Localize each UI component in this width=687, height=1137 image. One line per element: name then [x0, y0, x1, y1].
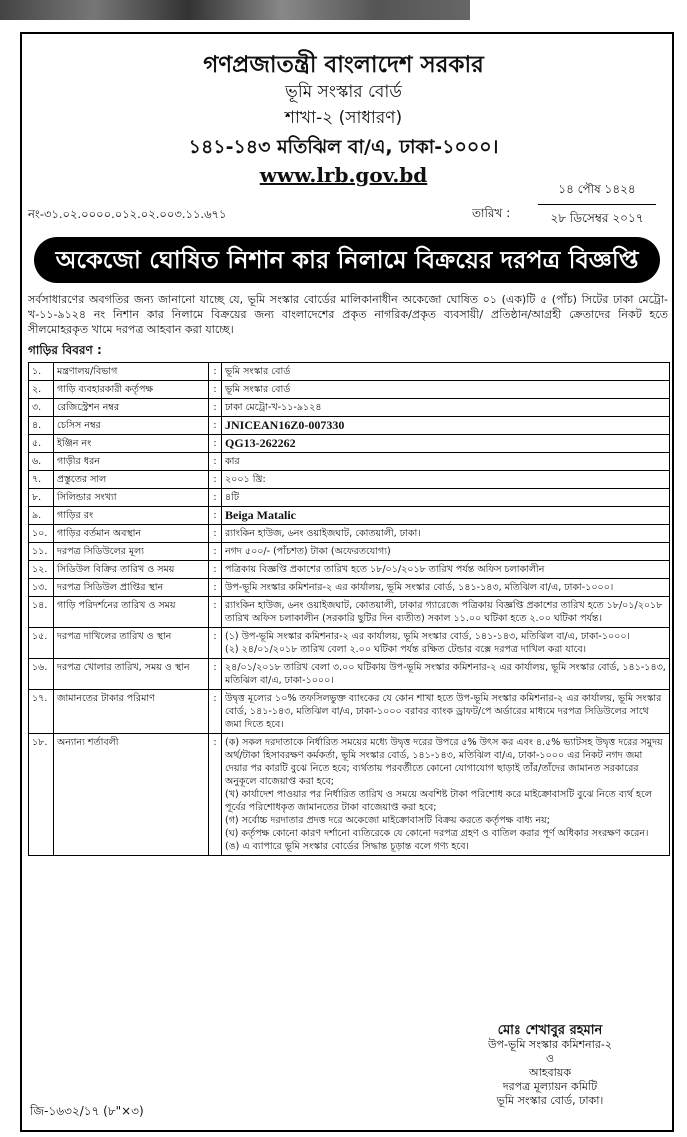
row-colon: : — [209, 597, 222, 628]
row-value: উপ-ভূমি সংস্কার কমিশনার-২ এর কার্যালয়, ভূমি সংস্কার বোর্ড, ১৪১-১৪৩, মতিঝিল বা/এ, ঢাকা-১০০০। — [222, 579, 670, 597]
row-label: গাড়ি পরিদর্শনের তারিখ ও সময় — [54, 597, 209, 628]
vehicle-details-table — [28, 362, 670, 856]
row-label: গাড়ীর ধরন — [54, 453, 209, 471]
table-row — [29, 489, 670, 507]
notice-title-banner: অকেজো ঘোষিত নিশান কার নিলামে বিক্রয়ের দরপত্র বিজ্ঞপ্তি — [34, 237, 660, 283]
row-label: চেসিস নম্বর — [54, 417, 209, 435]
row-number: ৪. — [29, 417, 54, 435]
signatory-and: ও — [545, 1052, 555, 1065]
row-colon: : — [209, 507, 222, 525]
row-colon: : — [209, 659, 222, 690]
table-row — [29, 690, 670, 734]
row-label: গাড়ির রং — [54, 507, 209, 525]
row-number: ২. — [29, 381, 54, 399]
row-number: ১৬. — [29, 659, 54, 690]
row-number: ১৪. — [29, 597, 54, 628]
row-colon: : — [209, 734, 222, 856]
row-value: র‍্যাংকিন হাউজ, ৬নং ওয়াইজঘাট, কোতয়ালী, ঢাকার গ্যারেজে পত্রিকায় বিজ্ঞপ্তি প্রকাশের তারিখ হতে ১৮/০১/২০১৮ তারিখ অফিস চলাকালীন (সরকারি ছুটির দিন ব্যতীত) সকাল ১১.০০ ঘটিকা হতে ২.০০ ঘটিকা পর্যন্ত। — [222, 597, 670, 628]
table-row — [29, 417, 670, 435]
row-label: মন্ত্রণালয়/বিভাগ — [54, 363, 209, 381]
row-label: সিডিউল বিক্রির তারিখ ও সময় — [54, 561, 209, 579]
table-row — [29, 507, 670, 525]
condition-line: (ঘ) কর্তৃপক্ষ কোনো কারণ দর্শানো ব্যতিরেকে যে কোনো দরপত্র গ্রহণ ও বাতিল করার পূর্ণ অধিকার সংরক্ষণ করেন। — [225, 828, 649, 839]
table-row — [29, 453, 670, 471]
row-label: সিলিন্ডার সংখ্যা — [54, 489, 209, 507]
row-value: JNICEAN16Z0-007330 — [222, 417, 670, 435]
ad-reference: জি-১৬৩২/১৭ (৮"×৩) — [30, 1104, 144, 1118]
table-row — [29, 597, 670, 628]
row-label: প্রস্তুতের সাল — [54, 471, 209, 489]
row-number: ৫. — [29, 435, 54, 453]
row-value: ৪টি — [222, 489, 670, 507]
row-number: ১১. — [29, 543, 54, 561]
condition-line: (খ) কার্যাদেশ পাওয়ার পর নির্ধারিত তারিখ ও সময়ে অবশিষ্ট টাকা পরিশোধ করে মাইক্রোবাসটি বুঝে নিতে ব্যর্থ হলে পূর্বের পরিশোধকৃত জামানতের টাকা বাজেয়াপ্ত করা হবে; — [225, 789, 652, 813]
row-value — [222, 628, 670, 659]
vehicle-details-heading: গাড়ির বিবরণ : — [28, 343, 102, 357]
row-number: ৭. — [29, 471, 54, 489]
row-colon: : — [209, 363, 222, 381]
row-colon: : — [209, 417, 222, 435]
date-english: ২৮ ডিসেম্বর ২০১৭ — [550, 211, 644, 225]
condition-line: (গ) সর্বোচ্চ দরদাতার প্রদত্ত দরে অকেজো মাইক্রোবাসটি বিক্রয় করতে কর্তৃপক্ষ বাধ্য নয়; — [225, 815, 550, 826]
table-row — [29, 628, 670, 659]
row-number: ১৭. — [29, 690, 54, 734]
row-number: ১২. — [29, 561, 54, 579]
row-value: ২৪/০১/২০১৮ তারিখ বেলা ৩.০০ ঘটিকায় উপ-ভূমি সংস্কার কমিশনার-২ এর কার্যালয়, ভূমি সংস্কার বোর্ড, ১৪১-১৪৩, মতিঝিল বা/এ, ঢাকা-১০০০। — [222, 659, 670, 690]
row-label: অন্যান্য শর্তাবলী — [54, 734, 209, 856]
row-colon: : — [209, 453, 222, 471]
row-colon: : — [209, 399, 222, 417]
row-number: ৮. — [29, 489, 54, 507]
date-bangla: ১৪ পৌষ ১৪২৪ — [538, 181, 656, 205]
table-row — [29, 659, 670, 690]
row-value: ভূমি সংস্কার বোর্ড — [222, 363, 670, 381]
row-value: ঢাকা মেট্রো-খ-১১-৯১২৪ — [222, 399, 670, 417]
table-row — [29, 399, 670, 417]
row-number: ৬. — [29, 453, 54, 471]
row-label: রেজিস্ট্রেশন নম্বর — [54, 399, 209, 417]
row-label: দরপত্র সিডিউলের মূল্য — [54, 543, 209, 561]
row-colon: : — [209, 435, 222, 453]
intro-paragraph: সর্বসাধারণের অবগতির জন্য জানানো যাচ্ছে যে, ভূমি সংস্কার বোর্ডের মালিকানাধীন অকেজো ঘোষিত ০১ (এক)টি ৫ (পাঁচ) সিটের ঢাকা মেট্রো-খ-১১-৯১২৪ নং নিশান কার নিলামে বিক্রয়ের জন্য বাংলাদেশের প্রকৃত নাগরিক/প্রকৃত ব্যবসায়ী/ প্রতিষ্ঠান/আগ্রহী ক্রেতাদের নিকট হতে সীলমোহরকৃত খামে দরপত্র আহবান করা যাচ্ছে। — [28, 293, 668, 336]
row-label: দরপত্র সিডিউল প্রাপ্তির স্থান — [54, 579, 209, 597]
signatory-designation: উপ-ভূমি সংস্কার কমিশনার-২ — [487, 1038, 612, 1051]
row-number: ৩. — [29, 399, 54, 417]
signatory-office: ভূমি সংস্কার বোর্ড, ঢাকা। — [496, 1094, 604, 1107]
row-value: ভূমি সংস্কার বোর্ড — [222, 381, 670, 399]
memo-number: নং-৩১.০২.০০০০.০১২.০২.০০৩.১১.৬৭১ — [28, 207, 227, 221]
row-value — [222, 734, 670, 856]
row-colon: : — [209, 579, 222, 597]
row-number: ১৮. — [29, 734, 54, 856]
row-number: ১. — [29, 363, 54, 381]
row-value: Beiga Matalic — [222, 507, 670, 525]
row-value: নগদ ৫০০/- (পাঁচশত) টাকা (অফেরতযোগ্য) — [222, 543, 670, 561]
top-photo-strip — [0, 0, 470, 20]
row-value: র‍্যাংকিন হাউজ, ৬নং ওয়াইজঘাট, কোতয়ালী, ঢাকা। — [222, 525, 670, 543]
row-label: দরপত্র দাখিলের তারিখ ও স্থান — [54, 628, 209, 659]
row-number: ১৩. — [29, 579, 54, 597]
date-label: তারিখ : — [472, 206, 511, 220]
table-row — [29, 363, 670, 381]
row-number: ৯. — [29, 507, 54, 525]
row-label: জামানতের টাকার পরিমাণ — [54, 690, 209, 734]
row-value: ২০০১ খ্রি: — [222, 471, 670, 489]
condition-line: (ক) সকল দরদাতাকে নির্ধারিত সময়ের মধ্যে উদ্বৃত্ত দরের উপরে ৫% উৎস কর এবং ৪.৫% ভ্যাটসহ উদ্বৃত্ত দরের সমুদয় অর্থ/টাকা হিসাবরক্ষণ কর্মকর্তা, ভূমি সংস্কার বোর্ড, ১৪১-১৪৩, মতিঝিল বা/এ, ঢাকা-১০০০ এর নিকট নগদ জমা দেয়ার পর কারটি বুঝে নিতে হবে; ব্যর্থতায় পরবর্তীতে কোনো যোগাযোগ ছাড়াই তাঁর/তাঁদের জামানত সরকারের অনুকূলে বাজেয়াপ্ত করা হবে; — [225, 737, 663, 787]
condition-line: (২) ২৪/০১/২০১৮ তারিখ বেলা ২.০০ ঘটিকা পর্যন্ত রক্ষিত টেন্ডার বক্সে দরপত্র দাখিল করা যাবে। — [225, 644, 587, 655]
signatory-role: আহবায়ক — [528, 1066, 572, 1079]
row-colon: : — [209, 525, 222, 543]
row-label: দরপত্র খোলার তারিখ, সময় ও স্থান — [54, 659, 209, 690]
row-colon: : — [209, 690, 222, 734]
row-colon: : — [209, 471, 222, 489]
government-title: গণপ্রজাতন্ত্রী বাংলাদেশ সরকার — [203, 52, 484, 78]
table-row — [29, 579, 670, 597]
row-value: কার — [222, 453, 670, 471]
row-colon: : — [209, 489, 222, 507]
row-value: উদ্বৃত্ত মূল্যের ১০% তফসিলভুক্ত ব্যাংকের যে কোন শাখা হতে উপ-ভূমি সংস্কার কমিশনার-২ এর কার্যালয়, ভূমি সংস্কার বোর্ড, ১৪১-১৪৩, মতিঝিল বা/এ, ঢাকা-১০০০ বরাবর ব্যাংক ড্রাফট/পে অর্ডারের মাধ্যমে দরপত্র সিডিউলের সাথে জমা দিতে হবে। — [222, 690, 670, 734]
row-number: ১৫. — [29, 628, 54, 659]
table-row — [29, 381, 670, 399]
condition-line: (১) উপ-ভূমি সংস্কার কমিশনার-২ এর কার্যালয়, ভূমি সংস্কার বোর্ড, ১৪১-১৪৩, মতিঝিল বা/এ, ঢাকা-১০০০। — [225, 631, 630, 642]
signatory-name: মোঃ শেখাবুর রহমান — [497, 1023, 603, 1038]
row-value: QG13-262262 — [222, 435, 670, 453]
table-row — [29, 525, 670, 543]
row-label: গাড়ি ব্যবহারকারী কর্তৃপক্ষ — [54, 381, 209, 399]
row-colon: : — [209, 543, 222, 561]
row-colon: : — [209, 561, 222, 579]
table-row — [29, 734, 670, 856]
date-box — [538, 181, 656, 230]
office-address: ১৪১-১৪৩ মতিঝিল বা/এ, ঢাকা-১০০০। — [188, 136, 499, 158]
signatory-committee: দরপত্র মূল্যায়ন কমিটি — [502, 1080, 598, 1093]
row-label: ইঞ্জিন নং — [54, 435, 209, 453]
row-colon: : — [209, 381, 222, 399]
table-row — [29, 435, 670, 453]
table-row — [29, 471, 670, 489]
row-colon: : — [209, 628, 222, 659]
table-row — [29, 561, 670, 579]
row-value: পত্রিকায় বিজ্ঞপ্তি প্রকাশের তারিখ হতে ১৮/০১/২০১৮ তারিখ পর্যন্ত অফিস চলাকালীন — [222, 561, 670, 579]
website-link[interactable]: www.lrb.gov.bd — [259, 163, 428, 187]
signature-block — [440, 1024, 660, 1108]
condition-line: (ঙ) এ ব্যাপারে ভূমি সংস্কার বোর্ডের সিদ্ধান্ত চূড়ান্ত বলে গণ্য হবে। — [225, 841, 469, 852]
board-name: ভূমি সংস্কার বোর্ড — [285, 82, 402, 102]
table-row — [29, 543, 670, 561]
branch-name: শাখা-২ (সাধারণ) — [284, 108, 403, 128]
row-label: গাড়ির বর্তমান অবস্থান — [54, 525, 209, 543]
row-number: ১০. — [29, 525, 54, 543]
